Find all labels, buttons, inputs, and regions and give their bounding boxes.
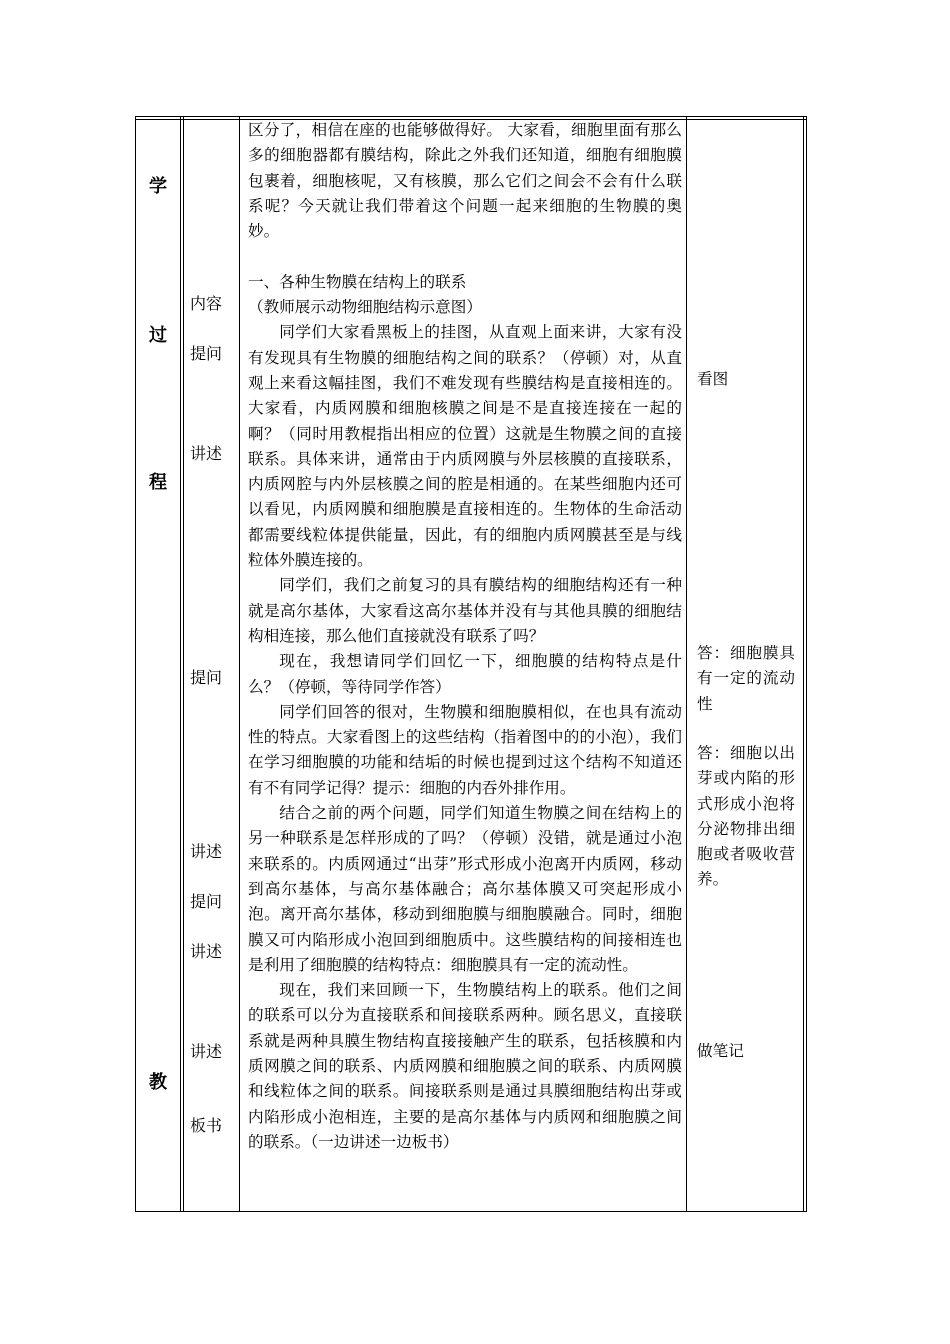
column-divider [183, 116, 184, 1212]
student-note [697, 741, 795, 893]
paragraph: 现在，我们来回顾一下，生物膜结构上的联系。他们之间的联系可以分为直接联系和间接联系两种。顾名思义，直接联系就是两种具膜生物结构直接接触产生的联系，包括核膜和内质网膜之间的联系、内质网膜和细胞膜之间的联系、内质网膜和线粒体之间的联系。间接联系则是通过具膜细胞结构出芽或内陷形成小泡相连，主要的是高尔基体与内质网和细胞膜之间的联系。（一边讲述一边板书） [248, 981, 682, 1151]
stage-label: 学 [149, 176, 167, 197]
paragraph: 同学们大家看黑板上的挂图，从直观上面来讲，大家有没有发现具有生物膜的细胞结构之间的联系？（停顿）对，从直观上来看这幅挂图，我们不难发现有些膜结构是直接相连的。大家看，内质网膜和细胞核膜之间是不是直接连接在一起的啊？（同时用教棍指出相应的位置）这就是生物膜之间的直接联系。具体来讲，通常由于内质网膜与外层核膜的直接联系，内质网腔与内外层核膜之间的腔是相通的。在某些细胞内还可以看见，内质网膜和细胞膜是直接相连的。生物体的生命活动都需要线粒体提供能量，因此，有的细胞内质网膜甚至是与线粒体外膜连接的。 [248, 323, 682, 570]
method-label: 内容 [190, 294, 223, 313]
paragraph: （教师展示动物细胞结构示意图） [248, 298, 482, 317]
method-label: 讲述 [190, 842, 223, 861]
method-label: 提问 [190, 344, 223, 363]
section-heading: 一、各种生物膜在结构上的联系 [248, 272, 467, 291]
student-note-text: 答：细胞膜具有一定的流动性 [697, 644, 795, 713]
method-label: 讲述 [190, 444, 223, 463]
column-divider [180, 116, 181, 1212]
student-note [697, 367, 795, 392]
method-label: 讲述 [190, 942, 223, 961]
method-label: 讲述 [190, 1042, 223, 1061]
method-label: 提问 [190, 668, 223, 687]
stage-label: 程 [149, 472, 167, 493]
paragraph: 现在，我想请同学们回忆一下，细胞膜的结构特点是什么？（停顿，等待同学作答） [248, 652, 682, 696]
paragraph: 结合之前的两个问题，同学们知道生物膜之间在结构上的另一种联系是怎样形成的了吗？（停顿）没错，就是通过小泡来联系的。内质网通过“出芽”形式形成小泡离开内质网，移动到高尔基体，与高尔基体融合；高尔基体膜又可突起形成小泡。离开高尔基体，移动到细胞膜与细胞膜融合。同时，细胞膜又可内陷形成小泡回到细胞质中。这些膜结构的间接相连也是利用了细胞膜的结构特点：细胞膜具有一定的流动性。 [248, 804, 682, 974]
paragraph: 同学们，我们之前复习的具有膜结构的细胞结构还有一种就是高尔基体，大家看这高尔基体并没有与其他具膜的细胞结构相连接，那么他们直接就没有联系了吗？ [248, 576, 682, 645]
student-note-text: 答：细胞以出芽或内陷的形式形成小泡将分泌物排出细胞或者吸收营养。 [697, 744, 795, 889]
method-label: 提问 [190, 892, 223, 911]
paragraph: 同学们回答的很对，生物膜和细胞膜相似，在也具有流动性的特点。大家看图上的这些结构（指着图中的的小泡），我们在学习细胞膜的功能和结垢的时候也提到过这个结构不知道还有不有同学记得？提示：细胞的内吞外排作用。 [248, 702, 682, 797]
column-divider [803, 116, 804, 1212]
stage-label: 过 [149, 325, 167, 346]
paragraph: 区分了，相信在座的也能够做得好。 大家看，细胞里面有那么多的细胞器都有膜结构，除此之外我们还知道，细胞有细胞膜包裹着，细胞核呢，又有核膜，那么它们之间会不会有什么联系呢？今天就让我们带着这个问题一起来细胞的生物膜的奥妙。 [248, 121, 682, 241]
column-divider [239, 116, 240, 1212]
teacher-activity-text [248, 118, 682, 1155]
student-note [697, 641, 795, 717]
method-label: 板书 [190, 1116, 223, 1135]
stage-label: 教 [149, 1072, 167, 1093]
student-note-text: 做笔记 [697, 1042, 744, 1060]
column-divider [686, 116, 687, 1212]
student-note-text: 看图 [697, 370, 729, 388]
student-note [697, 1039, 795, 1064]
